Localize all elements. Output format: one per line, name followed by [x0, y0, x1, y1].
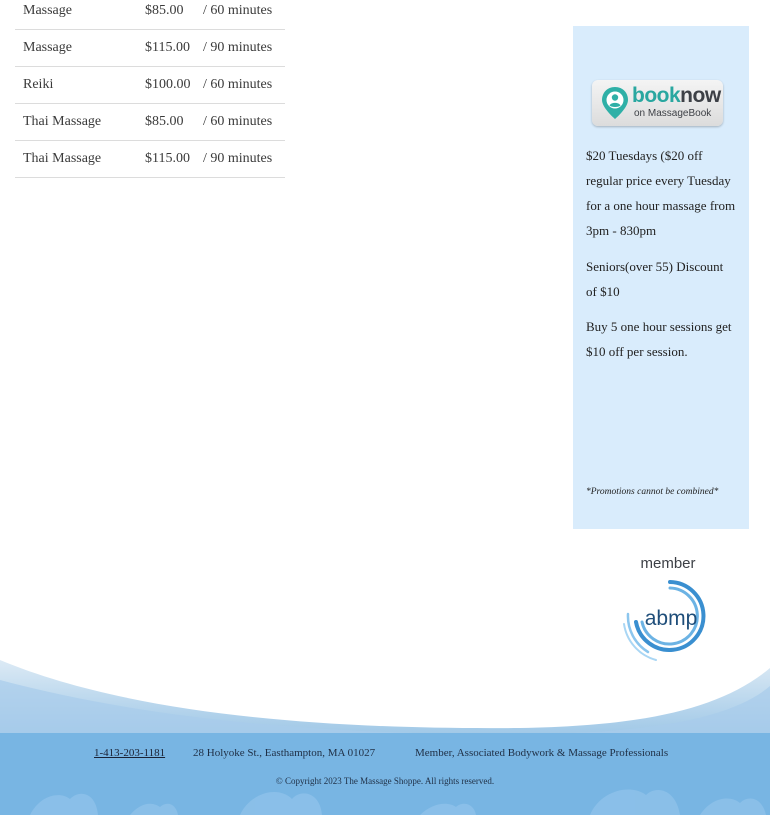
service-name: Thai Massage: [15, 141, 137, 178]
location-pin-icon: [601, 86, 629, 120]
book-now-label: booknow: [632, 84, 721, 107]
service-duration: / 60 minutes: [195, 67, 285, 104]
price-row: [15, 141, 285, 178]
price-row: [15, 67, 285, 104]
service-price: $115.00: [137, 30, 195, 67]
service-duration: / 90 minutes: [195, 30, 285, 67]
book-now-subtitle: on MassageBook: [634, 108, 712, 119]
footer-address: 28 Holyoke St., Easthampton, MA 01027: [193, 747, 376, 759]
footer-copyright: © Copyright 2023 The Massage Shoppe. All rights reserved.: [275, 776, 495, 786]
service-price: $115.00: [137, 141, 195, 178]
promo-seniors: Seniors(over 55) Discount of $10: [586, 259, 724, 299]
price-row: [15, 0, 285, 30]
floral-footer-decoration: [0, 733, 770, 815]
service-name: Thai Massage: [15, 104, 137, 141]
promotions-panel: [573, 26, 749, 529]
abmp-logo-text: abmp: [644, 607, 698, 630]
service-name: Reiki: [15, 67, 137, 104]
service-duration: / 60 minutes: [195, 0, 285, 30]
price-row: [15, 104, 285, 141]
service-price: $85.00: [137, 104, 195, 141]
promo-bundle: Buy 5 one hour sessions get $10 off per session.: [586, 319, 732, 359]
promo-tuesdays: $20 Tuesdays ($20 off regular price every Tuesday for a one hour massage from 3pm - 830pm: [586, 148, 736, 238]
service-price: $100.00: [137, 67, 195, 104]
service-name: Massage: [15, 30, 137, 67]
abmp-member-word: member: [640, 555, 696, 572]
service-duration: / 90 minutes: [195, 141, 285, 178]
service-price: $85.00: [137, 0, 195, 30]
price-row: [15, 30, 285, 67]
promo-note: *Promotions cannot be combined*: [586, 487, 719, 497]
price-table: [15, 0, 285, 178]
service-duration: / 60 minutes: [195, 104, 285, 141]
service-name: Massage: [15, 0, 137, 30]
footer-wave-decoration: [0, 650, 770, 740]
footer-membership: Member, Associated Bodywork & Massage Professionals: [415, 747, 669, 759]
book-now-button[interactable]: [592, 80, 723, 126]
site-footer: [0, 733, 770, 815]
footer-phone-link[interactable]: 1-413-203-1181: [94, 747, 166, 759]
